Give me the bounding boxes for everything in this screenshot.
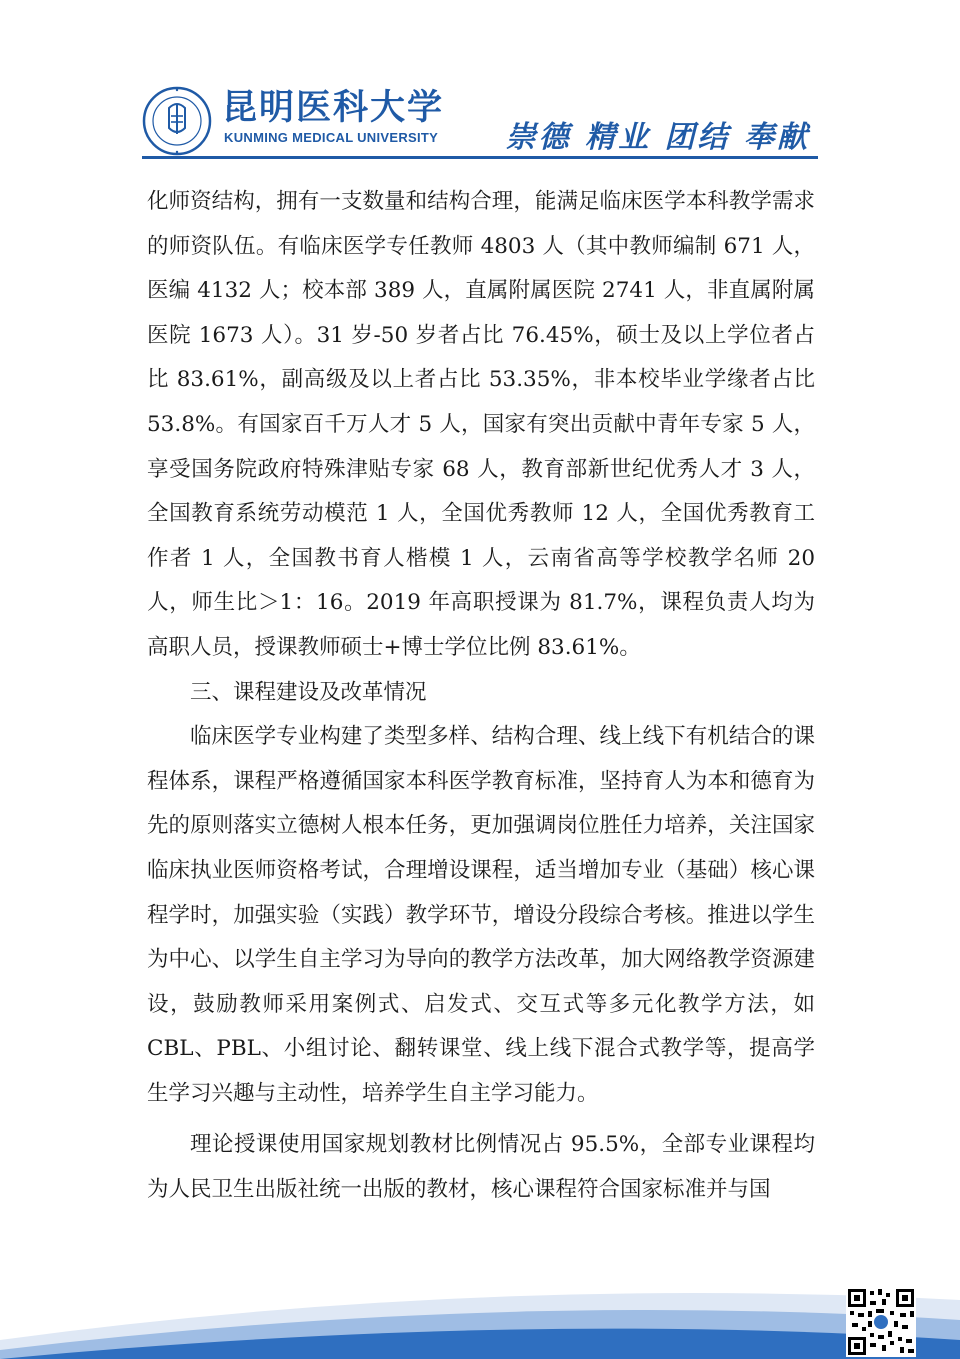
paragraph-faculty-structure: 化师资结构，拥有一支数量和结构合理，能满足临床医学本科教学需求的师资队伍。有临床医学专任教师 4803 人（其中教师编制 671 人，医编 4132 人；校本部 389 人，直属附属医院 2741 人，非直属附属医院 1673 人）。31 岁-50 岁者占比 76.45%，硕士及以上学位者占比 83.61%，副高级及以上者占比 53.35%，非本校毕业学缘者占比 53.8%。有国家百千万人才 5 人，国家有突出贡献中青年专家 5 人，享受国务院政府特殊津贴专家 68 人，教育部新世纪优秀人才 3 人，全国教育系统劳动模范 1 人，全国优秀教师 12 人，全国优秀教育工作者 1 人，全国教书育人楷模 1 人，云南省高等学校教学名师 20 人，师生比＞1：16。2019 年高职授课为 81.7%，课程负责人均为高职人员，授课教师硕士+博士学位比例 83.61%。 xyxy=(147,189,815,660)
document-body xyxy=(147,180,815,1213)
header-divider xyxy=(142,156,818,159)
footer-wave-decoration xyxy=(0,1270,960,1359)
paragraph-curriculum-reform: 临床医学专业构建了类型多样、结构合理、线上线下有机结合的课程体系，课程严格遵循国家本科医学教育标准，坚持育人为本和德育为先的原则落实立德树人根本任务，更加强调岗位胜任力培养，关注国家临床执业医师资格考试，合理增设课程，适当增加专业（基础）核心课程学时，加强实验（实践）教学环节，增设分段综合考核。推进以学生为中心、以学生自主学习为导向的教学方法改革，加大网络教学资源建设，鼓励教师采用案例式、启发式、交互式等多元化教学方法，如 CBL、PBL、小组讨论、翻转课堂、线上线下混合式教学等，提高学生学习兴趣与主动性，培养学生自主学习能力。 xyxy=(147,724,815,1106)
university-name-en: KUNMING MEDICAL UNIVERSITY xyxy=(224,130,439,145)
university-seal-logo xyxy=(142,86,212,156)
university-name-cn: 昆明医科大学 xyxy=(222,87,445,128)
section-heading-curriculum: 三、课程建设及改革情况 xyxy=(190,679,427,705)
paragraph-textbooks: 理论授课使用国家规划教材比例情况占 95.5%，全部专业课程均为人民卫生出版社统一出版的教材，核心课程符合国家标准并与国 xyxy=(147,1132,815,1203)
university-motto: 崇德 精业 团结 奉献 xyxy=(505,120,810,155)
qr-code-icon xyxy=(846,1287,916,1357)
page-header xyxy=(0,0,960,160)
